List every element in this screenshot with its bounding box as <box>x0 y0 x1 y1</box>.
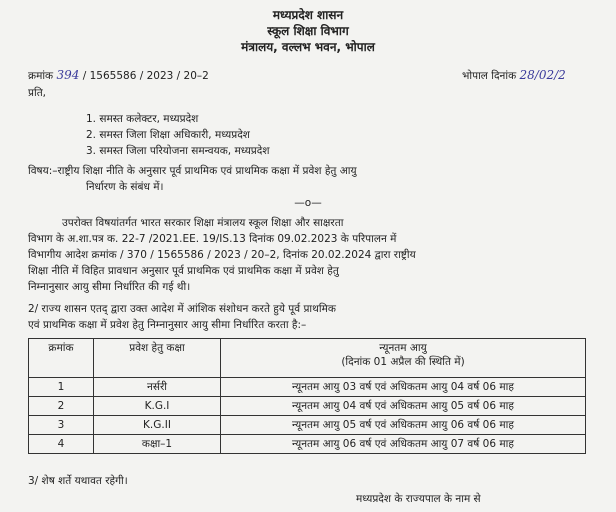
subject-line-2: निर्धारण के संबंध में। <box>86 181 164 193</box>
header-age-subtitle: (दिनांक 01 अप्रैल की स्थिति में) <box>341 356 465 368</box>
subject-line-1: विषय:–राष्ट्रीय शिक्षा नीति के अनुसार पूर्व प्राथमिक एवं प्राथमिक कक्षा में प्रवेश हेतु आयु <box>28 165 357 177</box>
header-serial: क्रमांक <box>29 339 94 378</box>
paragraph-1-line-3: विभागीय आदेश क्रमांक / 370 / 1565586 / 2023 / 20–2, दिनांक 20.02.2024 द्वारा राष्ट्रीय <box>28 249 416 261</box>
paragraph-1-line-4: शिक्षा नीति में विहित प्रावधान अनुसार पूर्व प्राथमिक एवं प्राथमिक कक्षा में प्रवेश हेतु <box>28 265 339 277</box>
paragraph-3: 3/ शेष शर्ते यथावत रहेगी। <box>28 475 128 487</box>
paragraph-1-line-1: उपरोक्त विषयांतर्गत भारत सरकार शिक्षा मंत्रालय स्कूल शिक्षा और साक्षरता <box>62 217 344 229</box>
row-class: K.G.II <box>94 416 221 435</box>
table-header-row <box>29 339 586 378</box>
table-row <box>29 378 586 397</box>
reference-rest: / 1565586 / 2023 / 20–2 <box>82 70 209 82</box>
header-line-3: मंत्रालय, वल्लभ भवन, भोपाल <box>241 40 375 54</box>
date-handwritten: 28/02/2 <box>519 68 566 82</box>
paragraph-1-line-5: निम्नानुसार आयु सीमा निर्धारित की गई थी। <box>28 281 191 293</box>
row-age: न्यूनतम आयु 03 वर्ष एवं अधिकतम आयु 04 वर्ष 06 माह <box>221 378 586 397</box>
paragraph-1-line-2: विभाग के अ.शा.पत्र क. 22-7 /2021.EE. 19/IS.13 दिनांक 09.02.2023 के परिपालन में <box>28 233 397 245</box>
table-row <box>29 397 586 416</box>
row-age: न्यूनतम आयु 05 वर्ष एवं अधिकतम आयु 06 वर्ष 06 माह <box>221 416 586 435</box>
header-class: प्रवेश हेतु कक्षा <box>94 339 221 378</box>
date-label: भोपाल दिनांक <box>462 70 517 82</box>
reference-prefix: क्रमांक <box>28 70 54 82</box>
signoff: मध्यप्रदेश के राज्यपाल के नाम से <box>356 493 481 505</box>
age-limit-table <box>28 338 586 454</box>
header-age-title: न्यूनतम आयु <box>379 342 427 354</box>
paragraph-2-line-2: एवं प्राथमिक कक्षा में प्रवेश हेतु निम्नानुसार आयु सीमा निर्धारित करता है:– <box>28 319 307 331</box>
row-age: न्यूनतम आयु 06 वर्ष एवं अधिकतम आयु 07 वर्ष 06 माह <box>221 435 586 454</box>
row-serial: 4 <box>29 435 94 454</box>
row-serial: 1 <box>29 378 94 397</box>
table-row <box>29 435 586 454</box>
reference-number <box>28 68 209 83</box>
header-line-1: मध्यप्रदेश शासन <box>272 8 344 22</box>
header-line-2: स्कूल शिक्षा विभाग <box>267 24 349 38</box>
row-age: न्यूनतम आयु 04 वर्ष एवं अधिकतम आयु 05 वर्ष 06 माह <box>221 397 586 416</box>
row-class: नर्सरी <box>94 378 221 397</box>
row-class: K.G.I <box>94 397 221 416</box>
separator: —o— <box>294 197 322 209</box>
row-serial: 3 <box>29 416 94 435</box>
paragraph-2-line-1: 2/ राज्य शासन एतद् द्वारा उक्त आदेश में आंशिक संशोधन करते हुये पूर्व प्राथमिक <box>28 303 336 315</box>
to-label: प्रति, <box>28 87 47 99</box>
recipient-3: 3. समस्त जिला परियोजना समन्वयक, मध्यप्रदेश <box>86 145 270 157</box>
row-class: कक्षा–1 <box>94 435 221 454</box>
reference-date <box>462 68 566 83</box>
header-age <box>221 339 586 378</box>
recipient-2: 2. समस्त जिला शिक्षा अधिकारी, मध्यप्रदेश <box>86 129 250 141</box>
table-row <box>29 416 586 435</box>
reference-handwritten-number: 394 <box>56 68 80 82</box>
recipient-1: 1. समस्त कलेक्टर, मध्यप्रदेश <box>86 113 199 125</box>
row-serial: 2 <box>29 397 94 416</box>
